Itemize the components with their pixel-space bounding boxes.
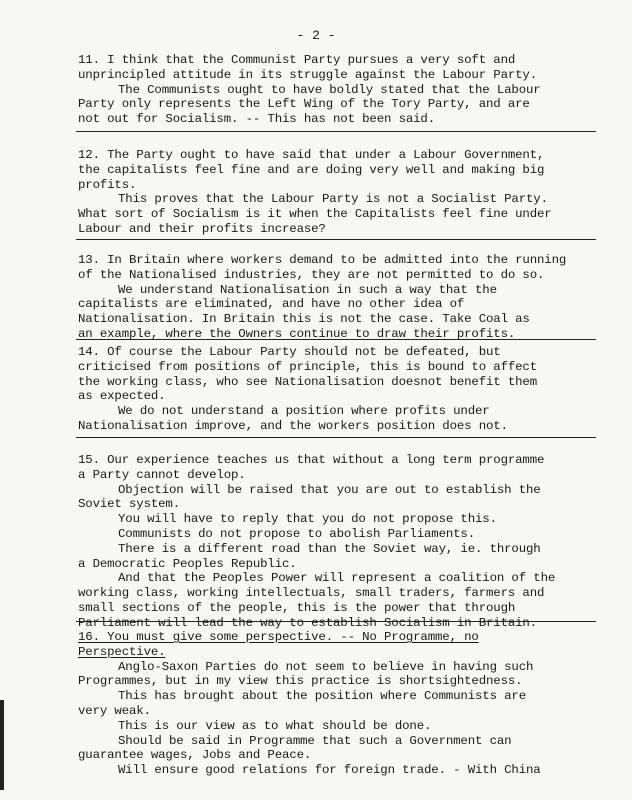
text-line: Objection will be raised that you are out to establish the: [118, 482, 541, 497]
text-line: What sort of Socialism is it when the Capitalists feel fine under: [78, 207, 552, 222]
section-15: [78, 453, 598, 631]
section-11: [78, 53, 598, 127]
text-line: Party only represents the Left Wing of the Tory Party, and are: [78, 97, 530, 112]
text-line: an example, where the Owners continue to draw their profits.: [78, 326, 516, 341]
scan-edge-mark: [0, 700, 4, 790]
text-line: The Communists ought to have boldly stated that the Labour: [118, 82, 541, 97]
text-line: There is a different road than the Soviet way, ie. through: [118, 541, 541, 556]
section-16: [78, 630, 598, 778]
text-line: very weak.: [78, 703, 151, 718]
text-line: Perspective.: [78, 644, 166, 659]
text-line: Communists do not propose to abolish Parliaments.: [118, 526, 475, 541]
section-13: [78, 253, 598, 342]
page-number: - 2 -: [296, 28, 336, 43]
text-line: You will have to reply that you do not propose this.: [118, 512, 497, 527]
text-line: 14. Of course the Labour Party should not be defeated, but: [78, 345, 501, 359]
text-line: We understand Nationalisation in such a way that the: [118, 282, 497, 297]
text-line: This is our view as to what should be done.: [118, 718, 432, 733]
text-line: capitalists are eliminated, and have no other idea of: [78, 297, 465, 312]
text-line: of the Nationalised industries, they are not permitted to do so.: [78, 267, 545, 282]
section-divider: [76, 239, 596, 240]
text-line: 15. Our experience teaches us that without a long term programme: [78, 453, 545, 467]
text-line: as expected.: [78, 389, 166, 404]
text-line: Labour and their profits increase?: [78, 221, 326, 236]
text-line: a Democratic Peoples Republic.: [78, 556, 297, 571]
text-line: the capitalists feel fine and are doing very well and making big: [78, 162, 545, 177]
section-divider: [76, 437, 596, 438]
section-divider: [76, 339, 596, 340]
text-line: profits.: [78, 177, 137, 192]
text-line: small sections of the people, this is the power that through: [78, 600, 516, 615]
section-14: [78, 345, 598, 434]
text-line: Anglo-Saxon Parties do not seem to believe in having such: [118, 659, 534, 674]
text-line: Will ensure good relations for foreign trade. - With China: [118, 763, 541, 778]
text-line: working class, working intellectuals, small traders, farmers and: [78, 586, 545, 601]
text-line: Should be said in Programme that such a Government can: [118, 733, 512, 748]
text-line: guarantee wages, Jobs and Peace.: [78, 748, 312, 763]
text-line: unprincipled attitude in its struggle against the Labour Party.: [78, 67, 537, 82]
text-line: 16. You must give some perspective. -- No Programme, no: [78, 630, 479, 644]
text-line: 12. The Party ought to have said that under a Labour Government,: [78, 148, 545, 162]
text-line: criticised from positions of principle, this is bound to affect: [78, 359, 537, 374]
text-line: Parliament will lead the way to establish Socialism in Britain.: [78, 615, 537, 630]
text-line: not out for Socialism. -- This has not been said.: [78, 112, 435, 127]
text-line: 11. I think that the Communist Party pursues a very soft and: [78, 53, 516, 67]
text-line: Nationalisation. In Britain this is not the case. Take Coal as: [78, 312, 530, 327]
section-divider: [76, 621, 596, 622]
text-line: a Party cannot develop.: [78, 467, 246, 482]
section-divider: [76, 131, 596, 132]
text-line: This has brought about the position where Communists are: [118, 689, 526, 704]
text-line: Soviet system.: [78, 497, 180, 512]
text-line: We do not understand a position where profits under: [118, 404, 490, 419]
text-line: And that the Peoples Power will represent a coalition of the: [118, 571, 556, 586]
text-line: This proves that the Labour Party is not a Socialist Party.: [118, 192, 548, 207]
section-12: [78, 148, 598, 237]
text-line: 13. In Britain where workers demand to be admitted into the running: [78, 253, 567, 267]
text-line: Programmes, but in my view this practice is shortsightedness.: [78, 674, 523, 689]
text-line: the working class, who see Nationalisation doesnot benefit them: [78, 374, 537, 389]
text-line: Nationalisation improve, and the workers position does not.: [78, 418, 508, 433]
